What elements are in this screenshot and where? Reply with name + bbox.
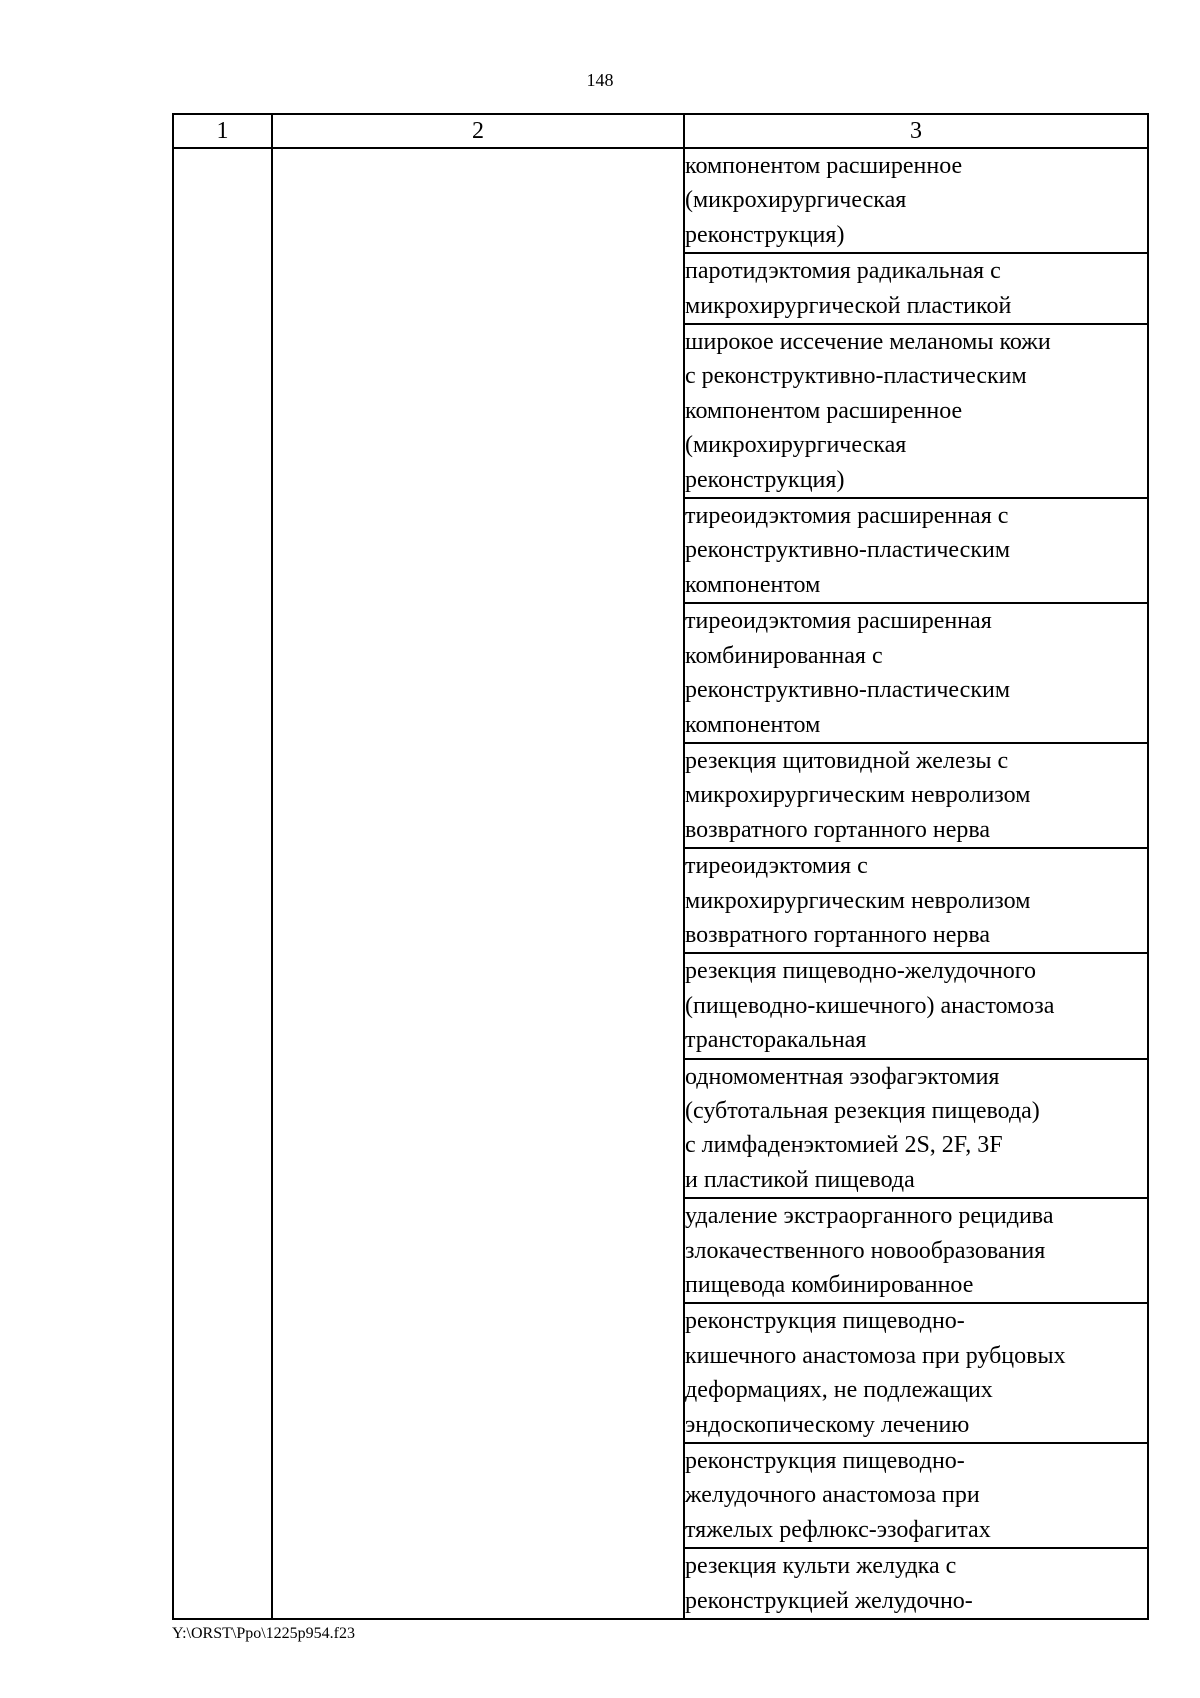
column-2-cell — [272, 148, 684, 1619]
procedure-cell — [684, 1548, 1148, 1619]
table-header-row — [173, 114, 1148, 148]
procedure-cell — [684, 603, 1148, 743]
procedure-text-line: реконструкцией желудочно- — [685, 1587, 973, 1614]
procedure-text-line: микрохирургическим невролизом — [685, 887, 1031, 914]
procedure-text-line: реконструкция пищеводно- — [685, 1448, 965, 1475]
procedure-text-line: (пищеводно-кишечного) анастомоза — [685, 992, 1055, 1019]
procedure-text-line: реконструкция пищеводно- — [685, 1308, 965, 1335]
procedure-text-line: резекция пищеводно-желудочного — [685, 958, 1036, 985]
table-body — [173, 148, 1148, 1619]
column-header-2: 2 — [272, 114, 684, 148]
procedure-text-line: компонентом расширенное — [685, 153, 963, 179]
procedure-text-line: реконструкция) — [685, 466, 845, 493]
procedure-text-line: одномоментная эзофагэктомия — [685, 1063, 1000, 1090]
procedure-text-line: тиреоидэктомия расширенная — [685, 608, 992, 635]
procedure-cell — [684, 253, 1148, 324]
procedure-text-line: широкое иссечение меланомы кожи — [685, 329, 1051, 356]
procedure-cell — [684, 1303, 1148, 1443]
procedure-text-line: реконструктивно-пластическим — [685, 677, 1011, 704]
procedure-text-line: комбинированная с — [685, 642, 883, 669]
procedure-cell — [684, 1198, 1148, 1303]
procedure-text-line: тяжелых рефлюкс-эзофагитах — [685, 1516, 991, 1543]
procedure-text-line: деформациях, не подлежащих — [685, 1377, 993, 1404]
procedure-text-line: возвратного гортанного нерва — [685, 921, 991, 948]
procedure-text-line: микрохирургической пластикой — [685, 292, 1012, 319]
procedure-text-line: злокачественного новообразования — [685, 1237, 1046, 1264]
procedure-cell — [684, 953, 1148, 1058]
procedure-text-line: тиреоидэктомия расширенная с — [685, 503, 1009, 530]
procedure-text-line: кишечного анастомоза при рубцовых — [685, 1342, 1066, 1369]
column-1-cell — [173, 148, 272, 1619]
column-header-1: 1 — [173, 114, 272, 148]
procedure-text-line: компонентом — [685, 711, 821, 738]
procedure-text-line: компонентом — [685, 571, 821, 598]
procedure-text-line: с реконструктивно-пластическим — [685, 363, 1027, 390]
procedure-text-line: эндоскопическому лечению — [685, 1411, 970, 1438]
procedure-text-line: с лимфаденэктомией 2S, 2F, 3F — [685, 1132, 1003, 1159]
procedures-table — [172, 113, 1149, 1620]
table-row — [173, 148, 1148, 253]
column-header-3: 3 — [684, 114, 1148, 148]
procedure-cell — [684, 1059, 1148, 1199]
procedure-text-line: микрохирургическим невролизом — [685, 782, 1031, 809]
procedure-text-line: удаление экстраорганного рецидива — [685, 1203, 1054, 1230]
procedure-cell — [684, 324, 1148, 498]
procedure-text-line: реконструктивно-пластическим — [685, 537, 1011, 564]
procedure-cell — [684, 1443, 1148, 1548]
procedure-text-line: резекция щитовидной железы с — [685, 747, 1009, 774]
procedure-text-line: (микрохирургическая — [685, 432, 907, 459]
procedure-text-line: компонентом расширенное — [685, 397, 963, 424]
footer-file-path: Y:\ORST\Ppo\1225p954.f23 — [172, 1625, 355, 1642]
procedure-cell — [684, 743, 1148, 848]
procedure-cell — [684, 848, 1148, 953]
procedure-text-line: трансторакальная — [685, 1027, 867, 1054]
procedure-text-line: резекция культи желудка с — [685, 1553, 957, 1580]
procedure-text-line: возвратного гортанного нерва — [685, 816, 991, 843]
procedure-cell — [684, 148, 1148, 253]
procedure-text-line: пищевода комбинированное — [685, 1272, 974, 1298]
procedure-text-line: и пластикой пищевода — [685, 1166, 915, 1193]
procedure-text-line: (субтотальная резекция пищевода) — [685, 1097, 1040, 1124]
procedure-text-line: тиреоидэктомия с — [685, 853, 868, 880]
procedure-text-line: (микрохирургическая — [685, 187, 907, 214]
page-number: 148 — [586, 70, 614, 90]
procedure-text-line: желудочного анастомоза при — [685, 1482, 980, 1509]
procedure-text-line: паротидэктомия радикальная с — [685, 258, 1001, 285]
procedure-cell — [684, 498, 1148, 603]
procedure-text-line: реконструкция) — [685, 221, 845, 248]
